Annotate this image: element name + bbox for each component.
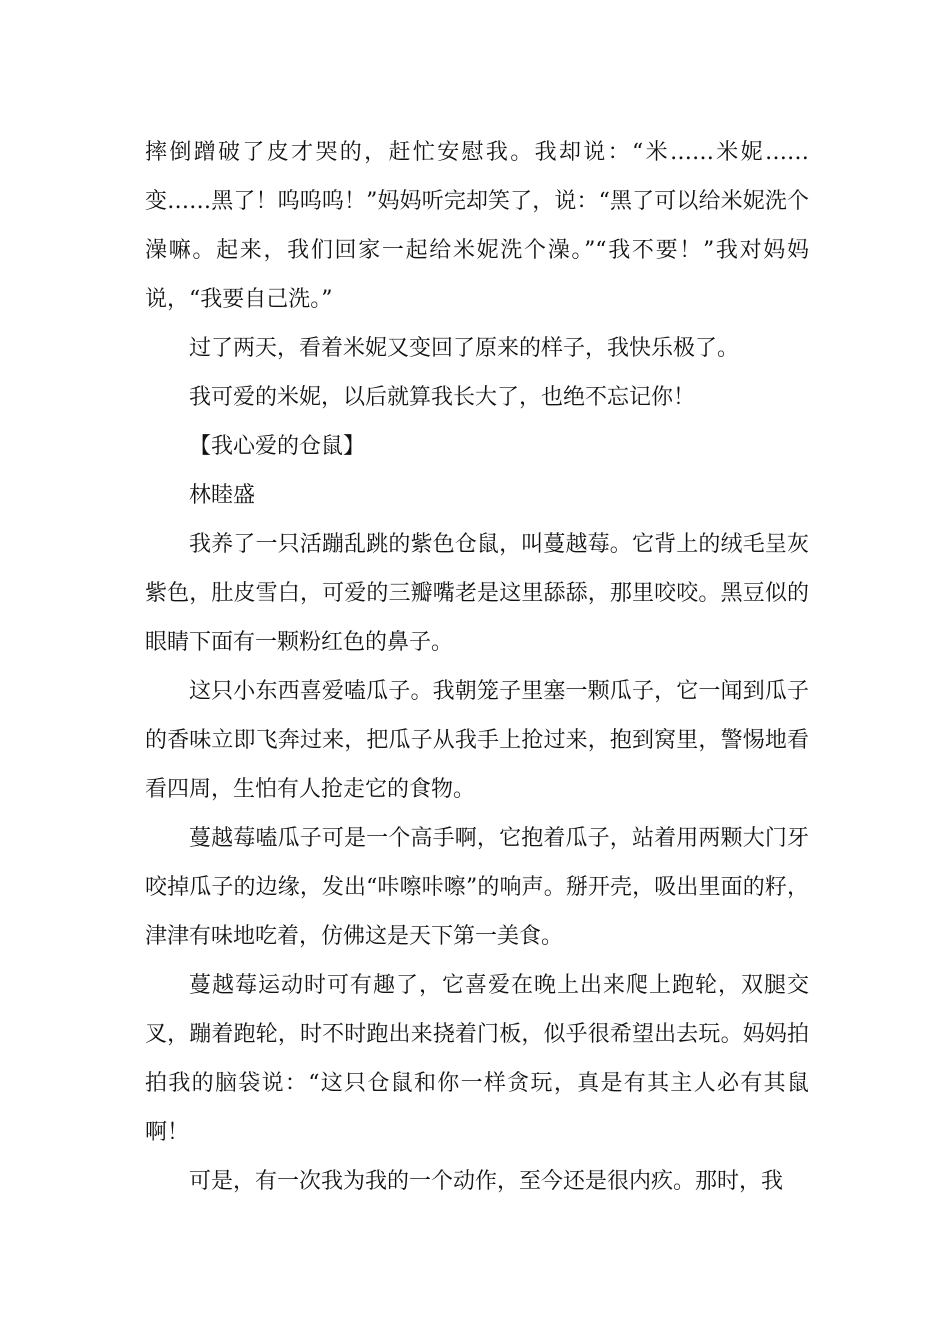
document-body — [145, 128, 809, 1206]
paragraph-7: 这只小东西喜爱嗑瓜子。我朝笼子里塞一颗瓜子，它一闻到瓜子的香味立即飞奔过来，把瓜子从我手上抢过来，抱到窝里，警惕地看看四周，生怕有人抢走它的食物。 — [145, 679, 809, 802]
paragraph-1: 摔倒蹭破了皮才哭的，赶忙安慰我。我却说：“米……米妮……变……黑了！呜呜呜！”妈妈听完却笑了，说：“黑了可以给米妮洗个澡嘛。起来，我们回家一起给米妮洗个澡。”“我不要！”我对妈妈说，“我要自己洗。” — [145, 140, 809, 312]
paragraph-3: 我可爱的米妮，以后就算我长大了，也绝不忘记你！ — [189, 385, 696, 410]
paragraph-2: 过了两天，看着米妮又变回了原来的样子，我快乐极了。 — [189, 336, 740, 361]
section-title: 【我心爱的仓鼠】 — [189, 434, 366, 459]
paragraph-8: 蔓越莓嗑瓜子可是一个高手啊，它抱着瓜子，站着用两颗大门牙咬掉瓜子的边缘，发出“咔嚓咔嚓”的响声。掰开壳，吸出里面的籽，津津有味地吃着，仿佛这是天下第一美食。 — [145, 826, 809, 949]
paragraph-9: 蔓越莓运动时可有趣了，它喜爱在晚上出来爬上跑轮，双腿交叉，蹦着跑轮，时不时跑出来挠着门板，似乎很希望出去玩。妈妈拍拍我的脑袋说：“这只仓鼠和你一样贪玩，真是有其主人必有其鼠啊！ — [145, 973, 809, 1145]
author-name: 林睦盛 — [189, 483, 256, 508]
paragraph-10: 可是，有一次我为我的一个动作，至今还是很内疚。那时，我 — [189, 1169, 784, 1194]
paragraph-6: 我养了一只活蹦乱跳的紫色仓鼠，叫蔓越莓。它背上的绒毛呈灰紫色，肚皮雪白，可爱的三瓣嘴老是这里舔舔，那里咬咬。黑豆似的眼睛下面有一颗粉红色的鼻子。 — [145, 532, 809, 655]
